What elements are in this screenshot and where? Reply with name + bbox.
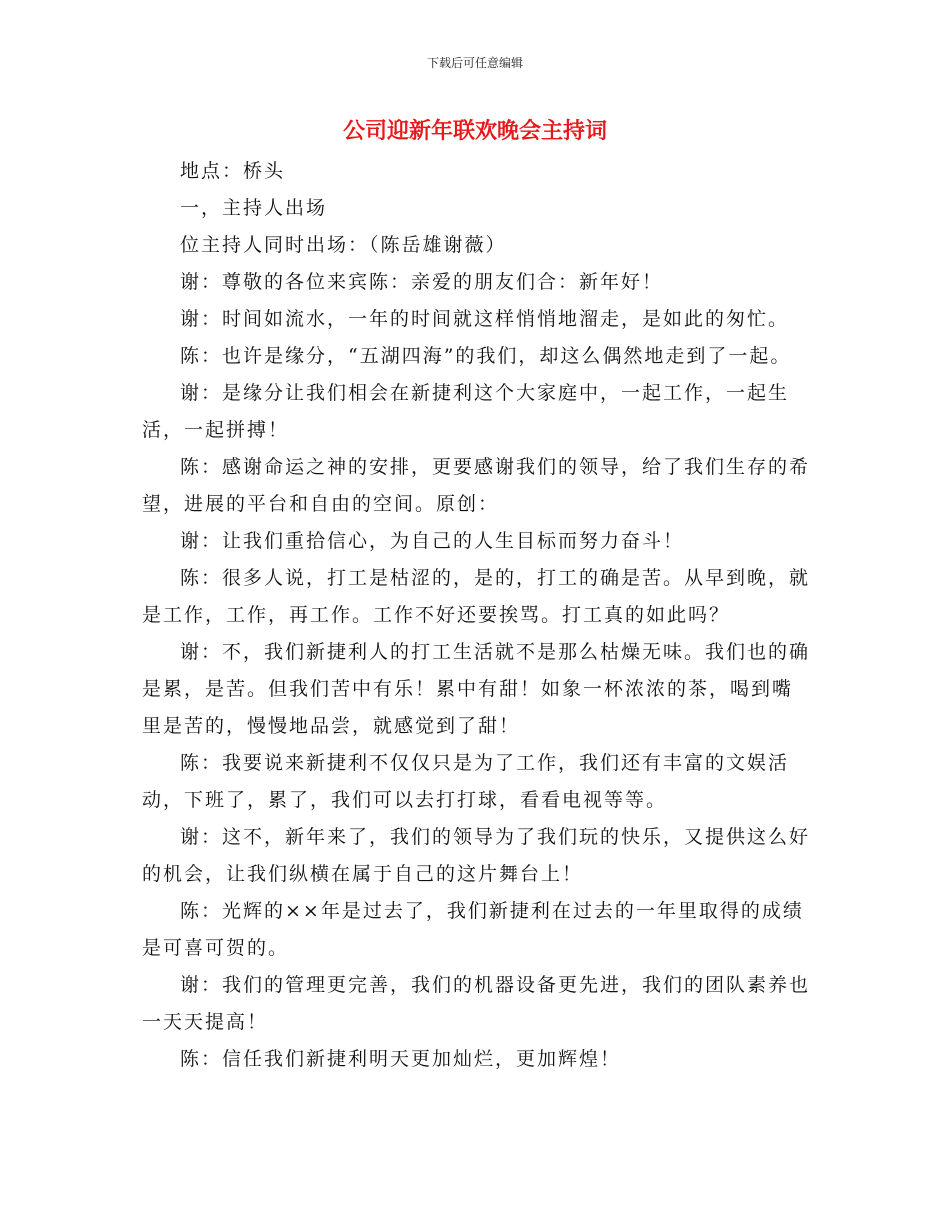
paragraph: 谢：尊敬的各位来宾陈：亲爱的朋友们合：新年好！ — [180, 271, 664, 293]
document-body — [142, 153, 812, 1078]
paragraph-section-heading: 一，主持人出场 — [180, 197, 328, 219]
header-note: 下载后可任意编辑 — [426, 56, 523, 70]
document-title: 公司迎新年联欢晚会主持词 — [342, 119, 607, 144]
paragraph: 谢：让我们重拾信心，为自己的人生目标而努力奋斗！ — [180, 530, 685, 552]
paragraph: 谢：时间如流水，一年的时间就这样悄悄地溜走，是如此的匆忙。 — [180, 308, 790, 330]
paragraph: 陈：信任我们新捷利明天更加灿烂，更加辉煌！ — [180, 1048, 622, 1070]
paragraph-location: 地点：桥头 — [180, 160, 286, 182]
paragraph: 谢：这不，新年来了，我们的领导为了我们玩的快乐，又提供这么好的机会，让我们纵横在属于自己的这片舞台上！ — [142, 826, 811, 885]
paragraph: 陈：很多人说，打工是枯涩的，是的，打工的确是苦。从早到晚，就是工作，工作，再工作。工作不好还要挨骂。打工真的如此吗？ — [142, 567, 811, 626]
paragraph: 陈：也许是缘分，“五湖四海”的我们，却这么偶然地走到了一起。 — [180, 345, 792, 367]
paragraph: 陈：感谢命运之神的安排，更要感谢我们的领导，给了我们生存的希望，进展的平台和自由的空间。原创： — [142, 456, 811, 515]
paragraph: 陈：光辉的××年是过去了，我们新捷利在过去的一年里取得的成绩是可喜可贺的。 — [142, 900, 804, 959]
paragraph: 谢：是缘分让我们相会在新捷利这个大家庭中，一起工作，一起生活，一起拼搏！ — [142, 382, 790, 441]
paragraph: 位主持人同时出场：（陈岳雄谢薇） — [180, 234, 507, 256]
paragraph: 陈：我要说来新捷利不仅仅只是为了工作，我们还有丰富的文娱活动，下班了，累了，我们可以去打打球，看看电视等等。 — [142, 752, 790, 811]
paragraph: 谢：我们的管理更完善，我们的机器设备更先进，我们的团队素养也一天天提高！ — [142, 974, 811, 1033]
paragraph: 谢：不，我们新捷利人的打工生活就不是那么枯燥无味。我们也的确是累，是苦。但我们苦中有乐！累中有甜！如象一杯浓浓的茶，喝到嘴里是苦的，慢慢地品尝，就感觉到了甜！ — [142, 641, 811, 737]
